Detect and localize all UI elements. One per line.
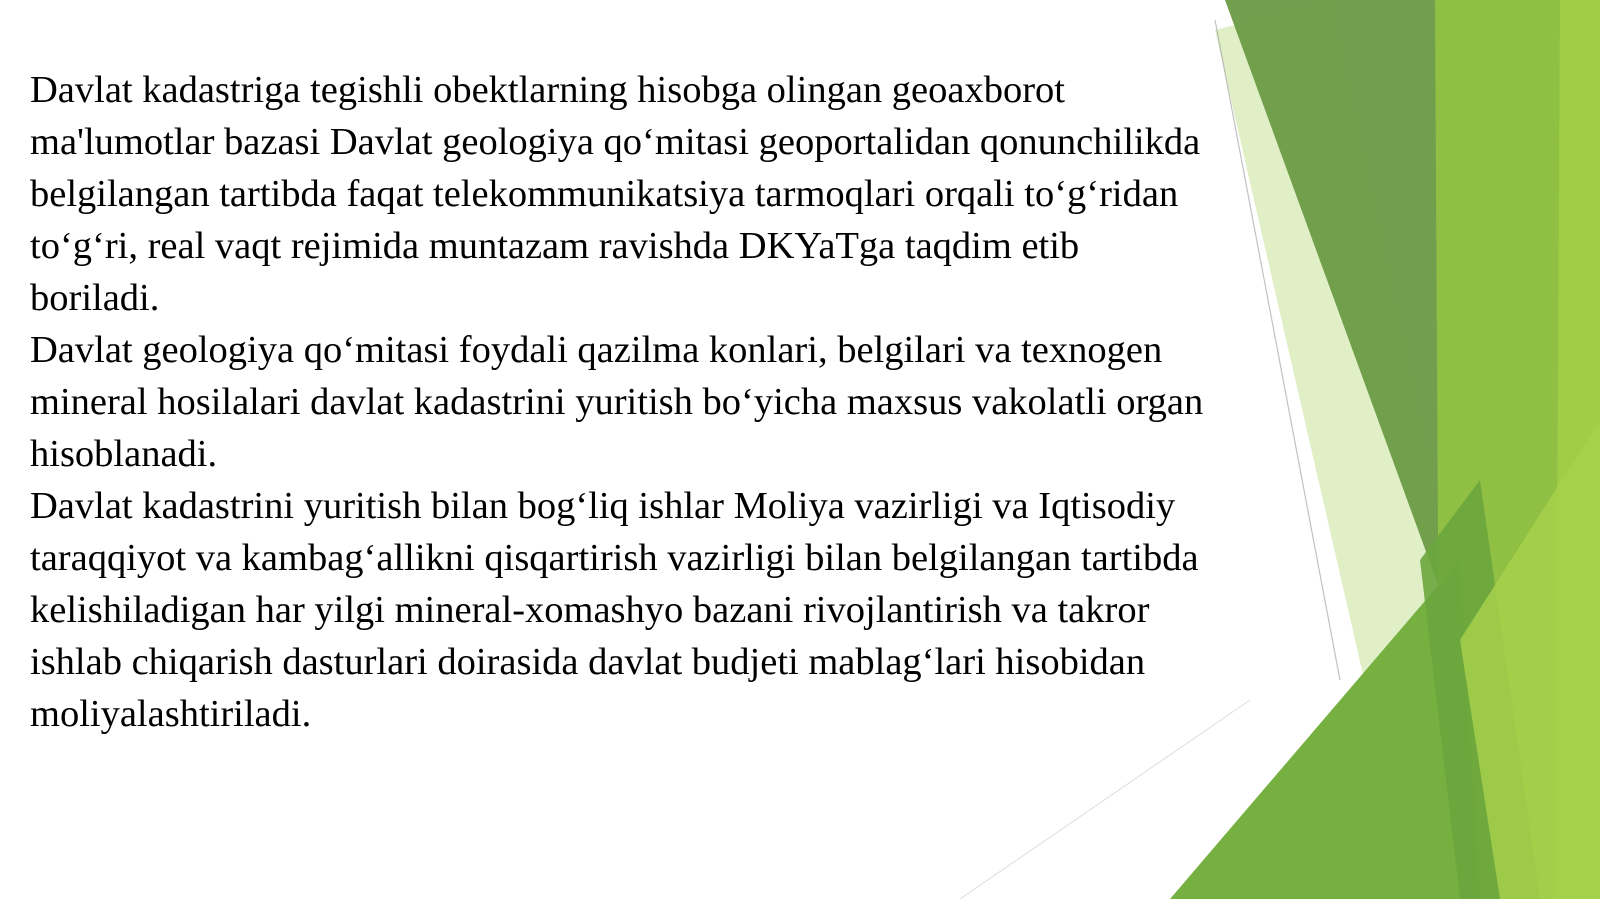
paragraph-vakolatli-organ: Davlat geologiya qo‘mitasi foydali qazilma konlari, belgilari va texnogen mineral hosilalari davlat kadastrini yuritish bo‘yicha maxsus vakolatli organ hisoblanadi. (30, 329, 1204, 475)
paragraph-moliyalashtirish: Davlat kadastrini yuritish bilan bog‘liq ishlar Moliya vazirligi va Iqtisodiy taraqqiyot va kambag‘allikni qisqartirish vazirligi bilan belgilangan tartibda kelishiladigan har yilgi mineral-xomashyo bazani rivojlantirish va takror ishlab chiqarish dasturlari doirasida davlat budjeti mablag‘lari hisobidan moliyalashtiriladi. (30, 485, 1199, 735)
slide-text-body (30, 64, 1210, 740)
paragraph-geoaxborot: Davlat kadastriga tegishli obektlarning hisobga olingan geoaxborot ma'lumotlar bazasi Davlat geologiya qo‘mitasi geoportalidan qonunchilikda belgilangan tartibda faqat telekommunikatsiya tarmoqlari orqali to‘g‘ridan to‘g‘ri, real vaqt rejimida muntazam ravishda DKYaTga taqdim etib boriladi. (30, 69, 1201, 319)
